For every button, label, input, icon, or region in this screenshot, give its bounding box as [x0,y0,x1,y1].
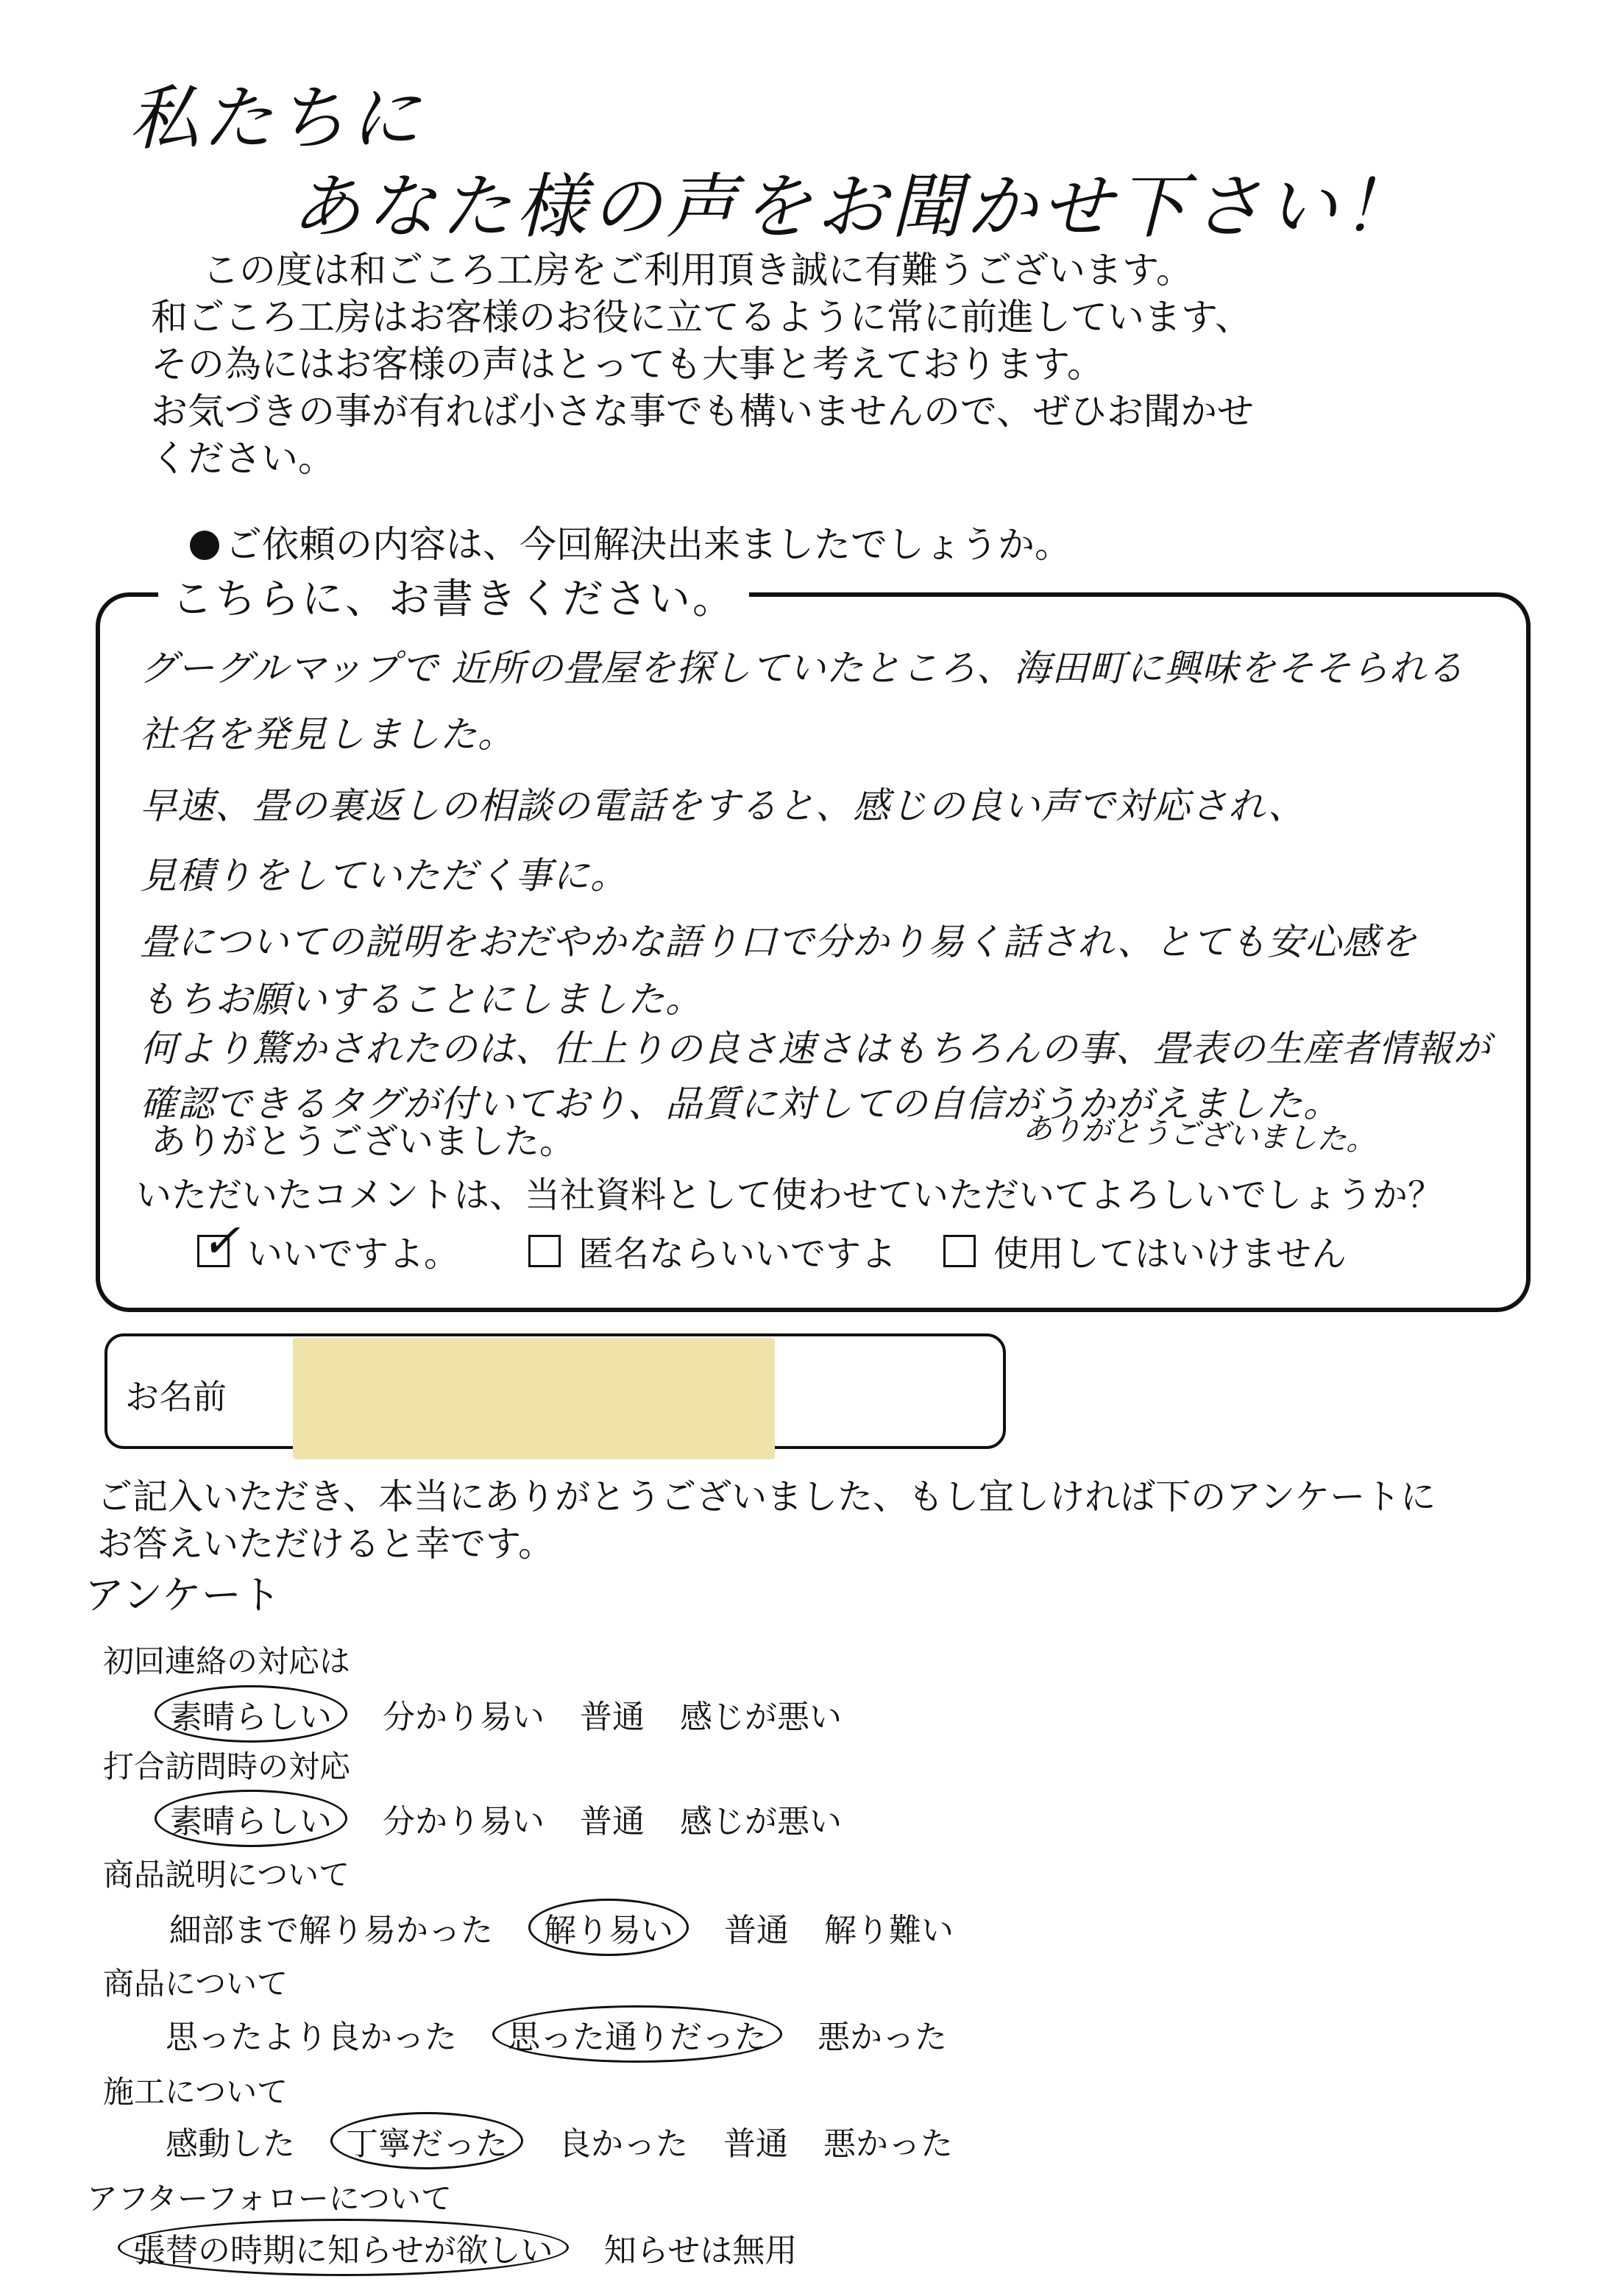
intro-line: お気づきの事が有れば小さな事でも構いませんので、ぜひお聞かせ [151,390,1254,433]
survey-question: アフターフォローについて [87,2180,453,2217]
survey-title: アンケート [85,1572,281,1618]
closing-text [97,1473,1569,1567]
survey-option-selected[interactable]: 素晴らしい [155,1790,347,1847]
survey-question: 初回連絡の対応は [103,1643,351,1679]
closing-line: お答えいただけると幸です。 [97,1523,554,1565]
survey-option[interactable]: 悪かった [818,2019,947,2056]
option-not-allowed-label: 使用してはいけません [993,1233,1347,1275]
survey-answers [118,2219,832,2276]
intro-line: その為にはお客様の声はとっても大事と考えております。 [151,343,1104,386]
survey-option[interactable]: 分かり易い [383,1698,545,1736]
handwritten-comment-line: 社名を発見しました。 [140,713,515,756]
survey-question: 商品説明について [103,1857,350,1893]
survey-question: 打合訪問時の対応 [103,1748,351,1785]
intro-line: ください。 [151,437,335,480]
survey-option[interactable]: 普通 [580,1803,645,1840]
survey-option[interactable]: 感じが悪い [680,1698,842,1736]
heading-line2: あなた様の声をお聞かせ下さい！ [291,166,1416,248]
survey-answers [166,2005,982,2063]
option-not-allowed[interactable] [943,1225,1347,1276]
option-anonymous-label: 匿名ならいいですよ [578,1233,897,1275]
survey-option-selected[interactable]: 丁寧だった [330,2112,523,2169]
handwritten-comment-line: 畳についての説明をおだやかな語り口で分かり易く話され、とても安心感を [140,921,1417,963]
option-ok[interactable] [197,1213,460,1276]
handwritten-comment-line: もちお願いすることにしました。 [140,978,703,1021]
checkbox-ok[interactable] [197,1213,241,1269]
survey-question: 施工について [103,2074,288,2110]
survey-option-selected[interactable]: 素晴らしい [155,1685,347,1743]
survey-answers [166,2112,988,2169]
survey-option[interactable]: 解り難い [824,1912,954,1949]
bullet-icon [190,531,219,560]
handwritten-signoff: ありがとうございました。 [1022,1111,1377,1158]
comment-box-label: こちらに、お書きください。 [158,567,749,626]
checkbox-anonymous[interactable] [528,1235,561,1267]
name-redaction [293,1338,775,1459]
survey-option[interactable]: 思ったより良かった [166,2019,457,2056]
permission-question: いただいたコメントは、当社資料として使わせていただいてよろしいでしょうか？ [136,1174,1444,1216]
survey-option-selected[interactable]: 思った通りだった [492,2005,782,2063]
survey-option[interactable]: 感動した [166,2125,295,2163]
survey-option[interactable]: 普通 [580,1698,645,1736]
handwritten-comment-line: 確認できるタグが付いており、品質に対しての自信がうかがえました。 [140,1083,1341,1125]
printed-thanks: ありがとうございました。 [151,1121,575,1162]
survey-option[interactable]: 普通 [724,1912,789,1949]
survey-answers [155,1790,877,1847]
handwritten-comment-line: 見積りをしていただく事に。 [140,854,628,897]
handwritten-comment-line: 早速、畳の裏返しの相談の電話をすると、感じの良い声で対応され、 [140,784,1305,827]
check-mark-icon: ✓ [201,1213,241,1269]
intro-line: 和ごころ工房はお客様のお役に立てるように常に前進しています、 [151,296,1252,339]
survey-option[interactable]: 良かった [559,2125,688,2163]
option-anonymous[interactable] [528,1225,896,1276]
checkbox-not-allowed[interactable] [943,1235,976,1267]
survey-option[interactable]: 普通 [723,2125,788,2163]
handwritten-comment-line: 何より驚かされたのは、仕上りの良さ速さはもちろんの事、畳表の生産者情報が [140,1027,1491,1070]
intro-paragraph [151,247,1534,482]
heading-line1: 私たちに [129,77,423,160]
closing-line: ご記入いただき、本当にありがとうございました、もし宜しければ下のアンケートに [97,1476,1436,1517]
survey-option[interactable]: 分かり易い [383,1803,545,1840]
survey-option[interactable]: 感じが悪い [680,1803,842,1840]
name-label: お名前 [125,1377,227,1417]
survey-option[interactable]: 細部まで解り易かった [169,1912,493,1949]
survey-option[interactable]: 悪かった [823,2125,953,2163]
intro-line: この度は和ごころ工房をご利用頂き誠に有難うございます。 [202,249,1193,291]
resolution-question [190,515,1071,568]
survey-answers [155,1685,877,1743]
survey-answers [169,1899,989,1956]
handwritten-comment-line: グーグルマップで 近所の畳屋を探していたところ、海田町に興味をそそられる [140,647,1464,690]
survey-option[interactable]: 知らせは無用 [603,2232,798,2270]
survey-option-selected[interactable]: 解り易い [528,1899,689,1956]
survey-question: 商品について [103,1966,288,2002]
resolution-question-text: ご依頼の内容は、今回解決出来ましたでしょうか。 [225,523,1071,566]
survey-option-selected[interactable]: 張替の時期に知らせが欲しい [118,2219,569,2276]
option-ok-label: いいですよ。 [247,1233,460,1275]
